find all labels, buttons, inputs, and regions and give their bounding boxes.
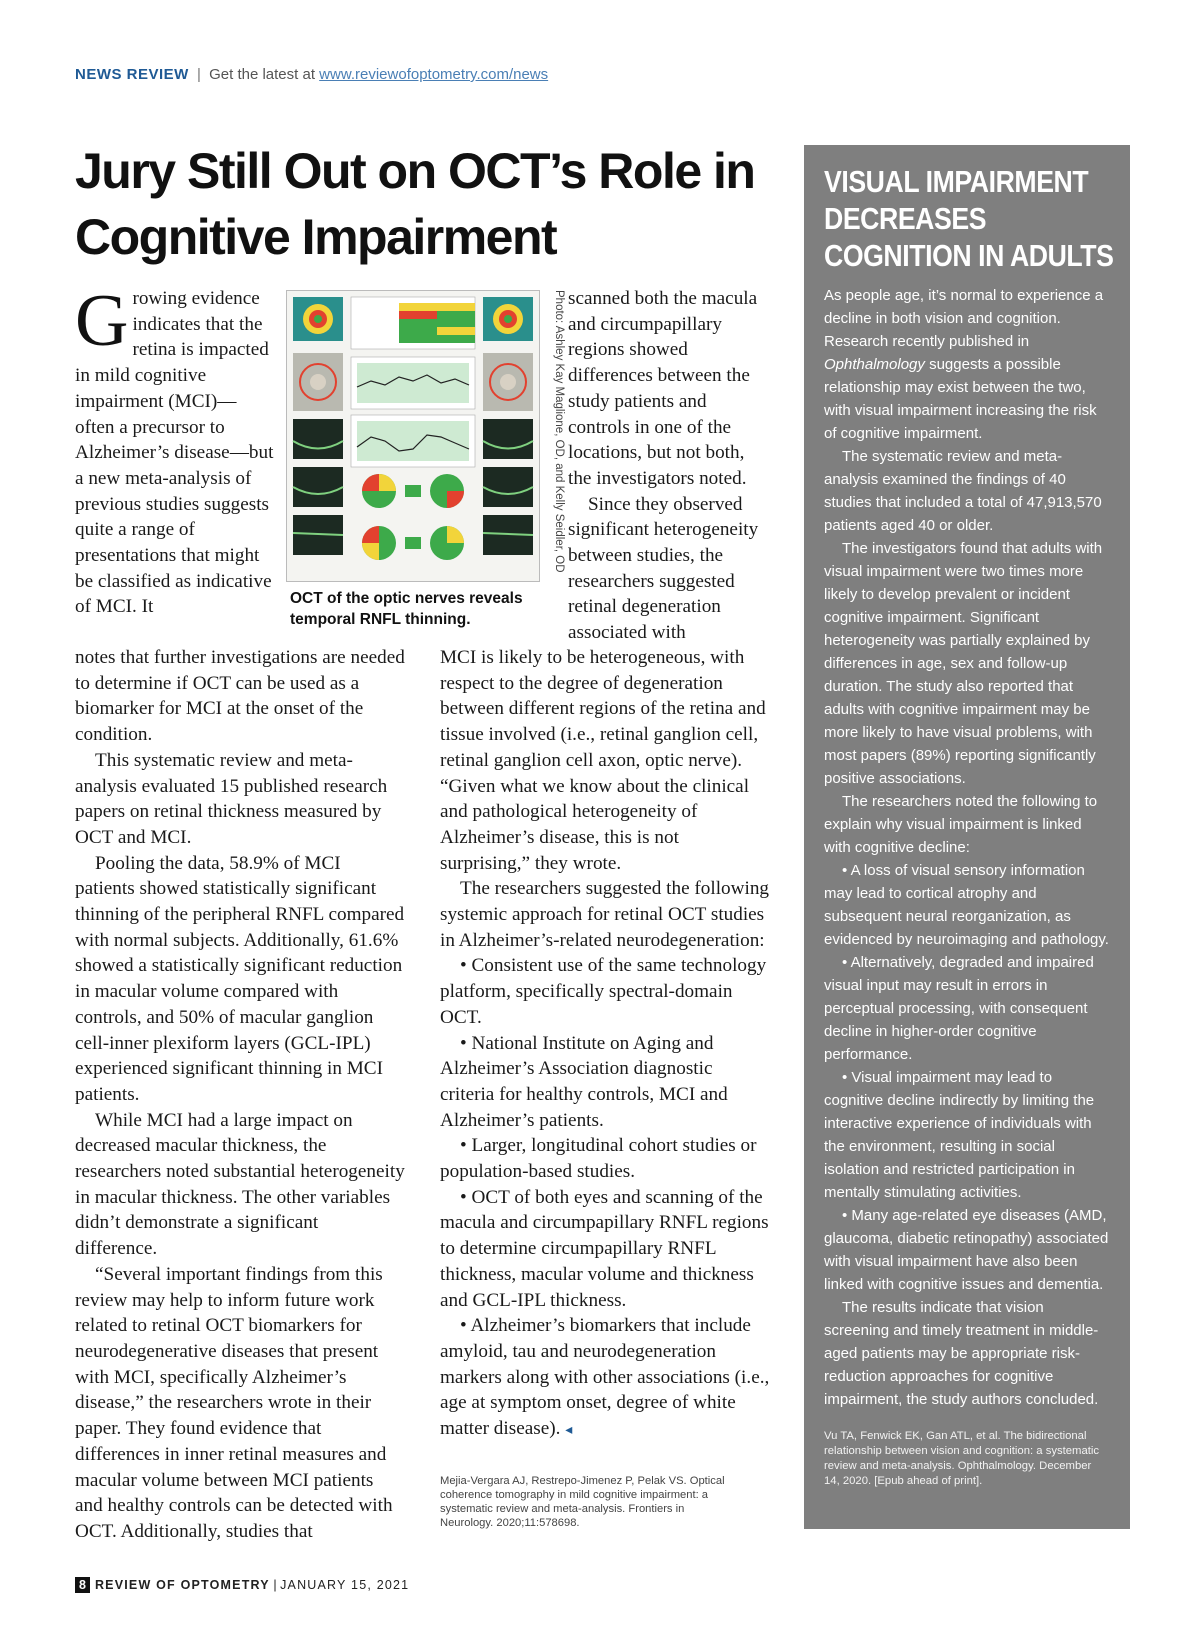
section-label: NEWS REVIEW [75, 66, 189, 83]
article-reference: Mejia-Vergara AJ, Restrepo-Jimenez P, Pelak VS. Optical coherence tomography in mild cognitive impairment: a systematic review and meta-analysis. Frontiers in Neurology. 2020;11:578698. [440, 1475, 725, 1529]
list-item: • Larger, longitudinal cohort studies or population-based studies. [440, 1135, 757, 1183]
paragraph: This systematic review and meta-analysis evaluated 15 published research papers on retinal thickness measured by OCT and MCI. [75, 749, 388, 848]
list-item: • National Institute on Aging and Alzheimer’s Association diagnostic criteria for healthy controls, MCI and Alzheimer’s patients. [440, 1032, 728, 1131]
list-item: • Consistent use of the same technology platform, specifically spectral-domain OCT. [440, 955, 767, 1028]
sidebar-text: As people age, it’s normal to experience a decline in both vision and cognition. Research recently published in [824, 287, 1104, 350]
issue-date: JANUARY 15, 2021 [280, 1578, 410, 1592]
end-mark-icon: ◂ [565, 1423, 573, 1439]
photo-credit-text: Photo: Ashley Kay Maglione, OD, and Kelly Seidler, OD [553, 290, 565, 573]
sidebar-list-item: • Visual impairment may lead to cognitive decline indirectly by limiting the interactive experience of individuals with the environment, resulting in social isolation and restricted participation in mentally stimulating activities. [824, 1069, 1095, 1201]
header-prefix: Get the latest at [209, 66, 315, 83]
sidebar-list-item: • Many age-related eye diseases (AMD, glaucoma, diabetic retinopathy) associated with visual impairment have also been linked with cognitive issues and dementia. [824, 1207, 1109, 1293]
article-title: Jury Still Out on OCT’s Role in Cognitive Impairment [75, 143, 755, 265]
sidebar-paragraph [824, 284, 1110, 445]
drop-cap: G [75, 280, 129, 362]
oct-figure [286, 290, 540, 582]
sidebar-paragraph: The results indicate that vision screening and timely treatment in middle-aged patients may be appropriate risk-reduction approaches for cognitive impairment, the study authors concluded. [824, 1299, 1099, 1408]
upper-right-column [568, 286, 768, 646]
section-header [75, 66, 548, 83]
intro-text: rowing evidence indicates that the retina is impacted in mild cognitive impairment (MCI)—often a precursor to Alzheimer’s disease—but a new meta-analysis of previous studies suggests quite a range of presentations that might be classified as indicative of MCI. It [75, 288, 274, 618]
paragraph: Pooling the data, 58.9% of MCI patients showed statistically significant thinning of the peripheral RNFL compared with normal subjects. Additionally, 61.6% showed a statistically significant reduction in macular volume compared with controls, and 50% of macular ganglion cell-inner plexiform layers (GCL-IPL) experienced significant thinning in MCI patients. [75, 852, 405, 1105]
photo-credit [551, 290, 565, 580]
sidebar-body [824, 284, 1110, 1411]
sidebar-paragraph: The investigators found that adults with visual impairment were two times more likely to develop prevalent or incident cognitive impairment. Significant heterogeneity was partially explained by differences in age, sex and follow-up duration. The study also reported that adults with cognitive impairment may be more likely to have visual problems, with most papers (89%) reporting significantly positive associations. [824, 540, 1103, 787]
paragraph: While MCI had a large impact on decreased macular thickness, the researchers noted substantial heterogeneity in macular thickness. The other variables didn’t demonstrate a significant difference. [75, 1109, 405, 1260]
lower-middle-column [440, 645, 770, 1444]
paragraph: notes that further investigations are needed to determine if OCT can be used as a biomarker for MCI at the onset of the condition. [75, 647, 405, 746]
paragraph: MCI is likely to be heterogeneous, with respect to the degree of degeneration between different regions of the retina and tissue involved (i.e., retinal ganglion cell, retinal ganglion cell axon, optic nerve). “Given what we know about the clinical and pathological heterogeneity of Alzheimer’s disease, this is not surprising,” they wrote. [440, 647, 766, 874]
header-separator: | [197, 66, 201, 83]
sidebar-paragraph: The systematic review and meta-analysis examined the findings of 40 studies that included a total of 47,913,570 patients aged 40 or older. [824, 448, 1102, 534]
journal-name: Ophthalmology [824, 356, 925, 373]
figure-caption: OCT of the optic nerves reveals temporal RNFL thinning. [290, 590, 523, 628]
sidebar-list-item: • A loss of visual sensory information may lead to cortical atrophy and subsequent neural reorganization, as evidenced by neuroimaging and pathology. [824, 862, 1109, 948]
sidebar-text: suggests a possible relationship may exist between the two, with visual impairment increasing the risk of cognitive impairment. [824, 356, 1097, 442]
paragraph: Since they observed significant heterogeneity between studies, the researchers suggested retinal degeneration associated with [568, 493, 759, 644]
footer-separator: | [273, 1578, 277, 1592]
list-item-text: • Alzheimer’s biomarkers that include amyloid, tau and neurodegeneration markers along with other associations (i.e., age at symptom onset, degree of white matter disease). [440, 1315, 770, 1440]
paragraph: The researchers suggested the following systemic approach for retinal OCT studies in Alzheimer’s-related neurodegeneration: [440, 878, 770, 951]
sidebar-reference: Vu TA, Fenwick EK, Gan ATL, et al. The bidirectional relationship between vision and cognition: a systematic review and meta-analysis. Ophthalmology. December 14, 2020. [Epub ahead of print]. [824, 1430, 1100, 1487]
page-footer [75, 1577, 409, 1593]
sidebar-title: VISUAL IMPAIRMENT DECREASES COGNITION IN ADULTS [824, 164, 1114, 273]
sidebar-list-item: • Alternatively, degraded and impaired visual input may result in errors in perceptual processing, with consequent decline in higher-order cognitive performance. [824, 954, 1094, 1063]
sidebar-paragraph: The researchers noted the following to explain why visual impairment is linked with cognitive decline: [824, 793, 1098, 856]
list-item: • OCT of both eyes and scanning of the macula and circumpapillary RNFL regions to determine circumpapillary RNFL thickness, macular volume and thickness and GCL-IPL thickness. [440, 1186, 769, 1311]
publication-name: REVIEW OF OPTOMETRY [94, 1578, 270, 1592]
list-item [440, 1313, 770, 1444]
lower-left-column [75, 645, 405, 1545]
paragraph: scanned both the macula and circumpapillary regions showed differences between the study patients and controls in one of the locations, but not both, the investigators noted. [568, 288, 758, 489]
sidebar-box [804, 145, 1130, 1529]
oct-scan-image [287, 291, 539, 581]
intro-column [75, 280, 275, 620]
news-link[interactable]: www.reviewofoptometry.com/news [319, 66, 549, 83]
paragraph: “Several important findings from this review may help to inform future work related to retinal OCT biomarkers for neurodegenerative diseases that present with MCI, specifically Alzheimer’s disease,” the researchers wrote in their paper. They found evidence that differences in inner retinal measures and macular volume between MCI patients and healthy controls can be detected with OCT. Additionally, studies that [75, 1263, 393, 1542]
page-number: 8 [75, 1577, 90, 1593]
